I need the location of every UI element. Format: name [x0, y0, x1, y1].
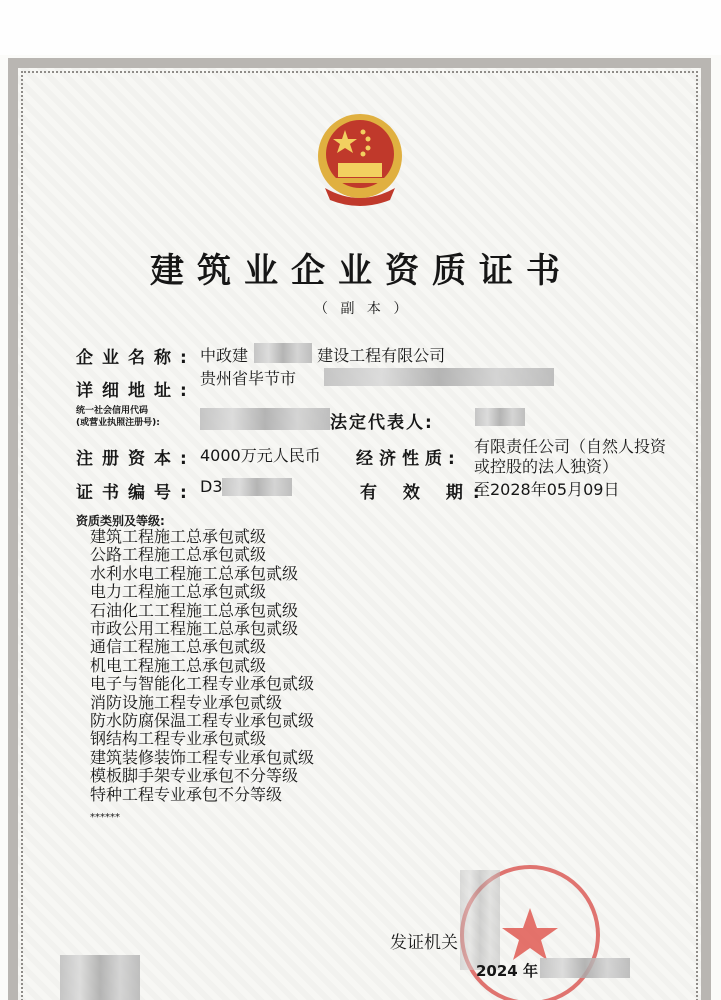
qualification-item: 机电工程施工总承包贰级: [90, 655, 267, 675]
qualification-item: 建筑工程施工总承包贰级: [90, 527, 267, 546]
qualification-item: 市政公用工程施工总承包贰级: [90, 619, 299, 639]
capital-label: 注册资本:: [76, 449, 196, 469]
economic-nature-label: 经济性质:: [356, 449, 461, 469]
qualification-item: 钢结构工程专业承包贰级: [90, 729, 267, 749]
end-mark: ******: [90, 812, 120, 823]
capital-value: 4000万元人民币: [200, 446, 321, 465]
economic-nature-value-2: 或控股的法人独资）: [474, 457, 619, 476]
certificate-subtitle: （ 副 本 ）: [314, 301, 412, 317]
validity-value: 至2028年05月09日: [474, 480, 620, 499]
qualification-item: 公路工程施工总承包贰级: [90, 545, 267, 565]
issue-date: 2024 年: [476, 962, 538, 980]
redaction-blur: [60, 955, 140, 1000]
company-name-value: 中政建 建设工程有限公司: [200, 346, 446, 365]
qualification-item: 特种工程专业承包不分等级: [90, 784, 283, 804]
cert-number-label: 证书编号:: [76, 483, 196, 503]
qualification-item: 电子与智能化工程专业承包贰级: [90, 674, 315, 694]
qualification-item: 水利水电工程施工总承包贰级: [90, 563, 299, 583]
redaction-blur: [324, 368, 554, 386]
national-emblem-icon: [305, 108, 415, 213]
qualification-item: 石油化工工程施工总承包贰级: [90, 600, 299, 620]
redaction-blur: [540, 958, 630, 978]
redaction-blur: [460, 870, 500, 970]
address-value: 贵州省毕节市: [200, 369, 297, 388]
qualification-item: 建筑装修装饰工程专业承包贰级: [90, 747, 315, 767]
qualification-item: 通信工程施工总承包贰级: [90, 637, 267, 657]
certificate-title: 建筑业企业资质证书: [150, 251, 573, 291]
qualification-item: 电力工程施工总承包贰级: [90, 582, 267, 602]
issuer-label: 发证机关: [390, 933, 458, 953]
redaction-blur: [200, 408, 330, 430]
cert-number-value: D3: [200, 477, 223, 496]
top-margin: [0, 0, 721, 55]
validity-label: 有 效 期:: [360, 483, 490, 503]
qualification-label: 资质类别及等级:: [76, 514, 165, 528]
address-label: 详细地址:: [76, 381, 196, 401]
legal-rep-label: 法定代表人:: [330, 413, 434, 433]
credit-code-label-2: (或营业执照注册号):: [76, 418, 160, 428]
company-name-label: 企业名称:: [76, 348, 196, 368]
credit-code-label-1: 统一社会信用代码: [76, 406, 149, 416]
economic-nature-value-1: 有限责任公司（自然人投资: [474, 437, 667, 456]
redaction-blur: [475, 408, 525, 426]
qualification-item: 防水防腐保温工程专业承包贰级: [90, 711, 315, 731]
qualification-item: 模板脚手架专业承包不分等级: [90, 766, 299, 786]
redaction-blur: [222, 478, 292, 496]
qualification-list: [90, 528, 314, 804]
qualification-item: 消防设施工程专业承包贰级: [90, 692, 283, 712]
